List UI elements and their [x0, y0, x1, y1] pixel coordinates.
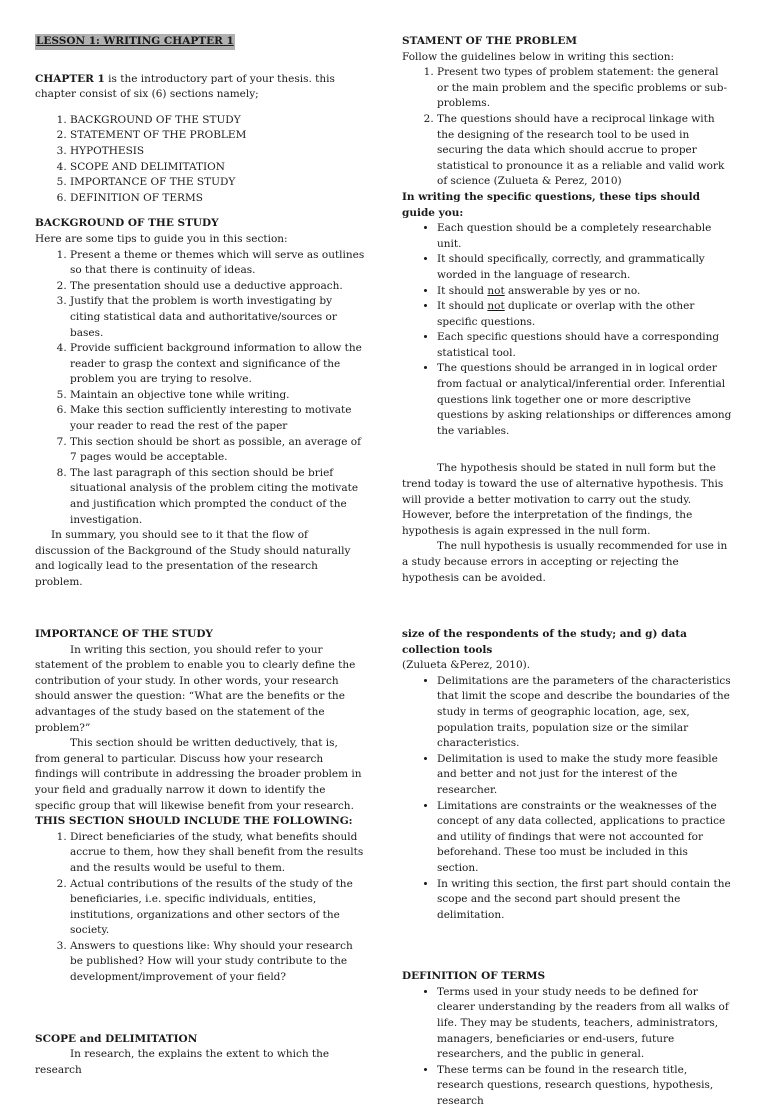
definition-heading: DEFINITION OF TERMS	[402, 970, 546, 983]
sections-list	[35, 113, 365, 207]
hypothesis-paragraph-1: The hypothesis should be stated in null form but the trend today is toward the use of alternative hypothesis. This will provide a better motivation to carry out the study. However, before the interpretation of the findings, the hypothesis is again expressed in the null form.	[402, 462, 724, 537]
list-item: 4. SCOPE AND DELIMITATION	[70, 160, 365, 176]
list-item: 5. IMPORTANCE OF THE STUDY	[70, 175, 365, 191]
column-left-bottom	[35, 627, 365, 1078]
column-right-bottom	[402, 627, 732, 1110]
tips-heading: In writing the specific questions, these tips should guide you:	[402, 190, 700, 219]
background-intro: Here are some tips to guide you in this section:	[35, 232, 288, 245]
scope-paragraph: In research, the explains the extent to which the research	[35, 1048, 330, 1076]
list-item: 2. Actual contributions of the results of the study of the beneficiaries, i.e. specific individuals, entities, institutions, organizations and other sectors of the society.	[70, 877, 365, 939]
importance-paragraph-2: This section should be written deductively, that is, from general to particular. Discuss how your research findings will contribute in addressing the broader problem in your field and gradually narrow it down to identify the specific group that will likewise benefit from your research.	[35, 737, 362, 812]
importance-heading: IMPORTANCE OF THE STUDY	[35, 628, 213, 640]
list-item: 3. Answers to questions like: Why should your research be published? How will your study contribute to the development/improvement of your field?	[70, 939, 365, 986]
chapter-label: CHAPTER 1	[35, 72, 105, 85]
list-item: 1. Direct beneficiaries of the study, what benefits should accrue to them, how they shall benefit from the results and the results would be useful to them.	[70, 830, 365, 877]
list-item: • Terms used in your study needs to be defined for clearer understanding by the readers from all walks of life. They may be students, teachers, administrators, managers, beneficiaries or end-users, future researchers, and the public in general.	[437, 985, 732, 1063]
column-left-top	[35, 34, 365, 591]
list-item: • Limitations are constraints or the weaknesses of the concept of any data collected, applications to practice and utility of findings that were not accounted for beforehand. These too must be included in this section.	[437, 799, 732, 877]
list-item: 1. Present a theme or themes which will serve as outlines so that there is continuity of ideas.	[70, 248, 365, 279]
list-item: • In writing this section, the first part should contain the scope and the second part should present the delimitation.	[437, 877, 732, 924]
list-item: • Delimitations are the parameters of the characteristics that limit the scope and describe the boundaries of the study in terms of geographic location, age, sex, population traits, population size or the similar characteristics.	[437, 674, 732, 752]
list-item: 1. BACKGROUND OF THE STUDY	[70, 113, 365, 129]
list-item: 6. DEFINITION OF TERMS	[70, 191, 365, 207]
background-summary: In summary, you should see to it that the flow of discussion of the Background of the Study should naturally and logically lead to the presentation of the research problem.	[35, 529, 351, 588]
hypothesis-paragraph-2: The null hypothesis is usually recommended for use in a study because errors in accepting or rejecting the hypothesis can be avoided.	[402, 540, 728, 584]
problem-heading: STAMENT OF THE PROBLEM	[402, 35, 577, 47]
list-item: • Each question should be a completely researchable unit.	[437, 221, 732, 252]
background-heading: BACKGROUND OF THE STUDY	[35, 217, 219, 230]
list-item: • It should not duplicate or overlap with the other specific questions.	[437, 299, 732, 330]
problem-intro: Follow the guidelines below in writing this section:	[402, 50, 675, 63]
list-item: 3. Justify that the problem is worth investigating by citing statistical data and authoritative/sources or bases.	[70, 294, 365, 341]
list-item: 2. The questions should have a reciprocal linkage with the designing of the research tool to be used in securing the data which should accrue to proper statistical to pronounce it as a reliable and valid work of science (Zulueta & Perez, 2010)	[437, 112, 732, 190]
chapter-text: is the introductory part of your thesis. this chapter consist of six (6) sections namely;	[35, 72, 335, 101]
background-tips-list	[35, 248, 365, 529]
definition-list	[402, 985, 732, 1110]
list-item: 1. Present two types of problem statement: the general or the main problem and the specific problems or sub-problems.	[437, 65, 732, 112]
list-item: 2. The presentation should use a deductive approach.	[70, 279, 365, 295]
include-list	[35, 830, 365, 986]
list-item: • The questions should be arranged in in logical order from factual or analytical/inferential order. Inferential questions link together one or more descriptive questions by asking relationships or differences among the variables.	[437, 361, 732, 439]
list-item: • It should not answerable by yes or no.	[437, 284, 732, 300]
include-heading: THIS SECTION SHOULD INCLUDE THE FOLLOWING:	[35, 815, 353, 828]
tips-list	[402, 221, 732, 439]
list-item: 8. The last paragraph of this section should be brief situational analysis of the problem citing the motivate and justification which prompted the conduct of the investigation.	[70, 466, 365, 528]
list-item: • Delimitation is used to make the study more feasible and better and not just for the interest of the researcher.	[437, 752, 732, 799]
list-item: 5. Maintain an objective tone while writing.	[70, 388, 365, 404]
lesson-title: LESSON 1: WRITING CHAPTER 1	[35, 34, 235, 50]
column-right-top	[402, 34, 732, 586]
list-item: • Each specific questions should have a corresponding statistical tool.	[437, 330, 732, 361]
list-item: 4. Provide sufficient background information to allow the reader to grasp the context and significance of the problem you are trying to resolve.	[70, 341, 365, 388]
list-item: 3. HYPOTHESIS	[70, 144, 365, 160]
list-item: 7. This section should be short as possible, an average of 7 pages would be acceptable.	[70, 435, 365, 466]
list-item: • It should specifically, correctly, and grammatically worded in the language of research.	[437, 252, 732, 283]
delimitation-list	[402, 674, 732, 924]
importance-paragraph-1: In writing this section, you should refer to your statement of the problem to enable you to clearly define the contribution of your study. In other words, your research should answer the question: “What are the benefits or the advantages of the study based on the statement of the problem?”	[35, 643, 356, 734]
scope-continued: size of the respondents of the study; and g) data collection tools	[402, 628, 687, 656]
problem-list	[402, 65, 732, 190]
list-item: • These terms can be found in the research title, research questions, research questions, hypothesis, research	[437, 1063, 732, 1110]
scope-citation: (Zulueta &Perez, 2010).	[402, 659, 531, 672]
chapter-intro	[35, 72, 365, 103]
list-item: 2. STATEMENT OF THE PROBLEM	[70, 128, 365, 144]
list-item: 6. Make this section sufficiently interesting to motivate your reader to read the rest of the paper	[70, 403, 365, 434]
scope-heading: SCOPE and DELIMITATION	[35, 1032, 198, 1045]
